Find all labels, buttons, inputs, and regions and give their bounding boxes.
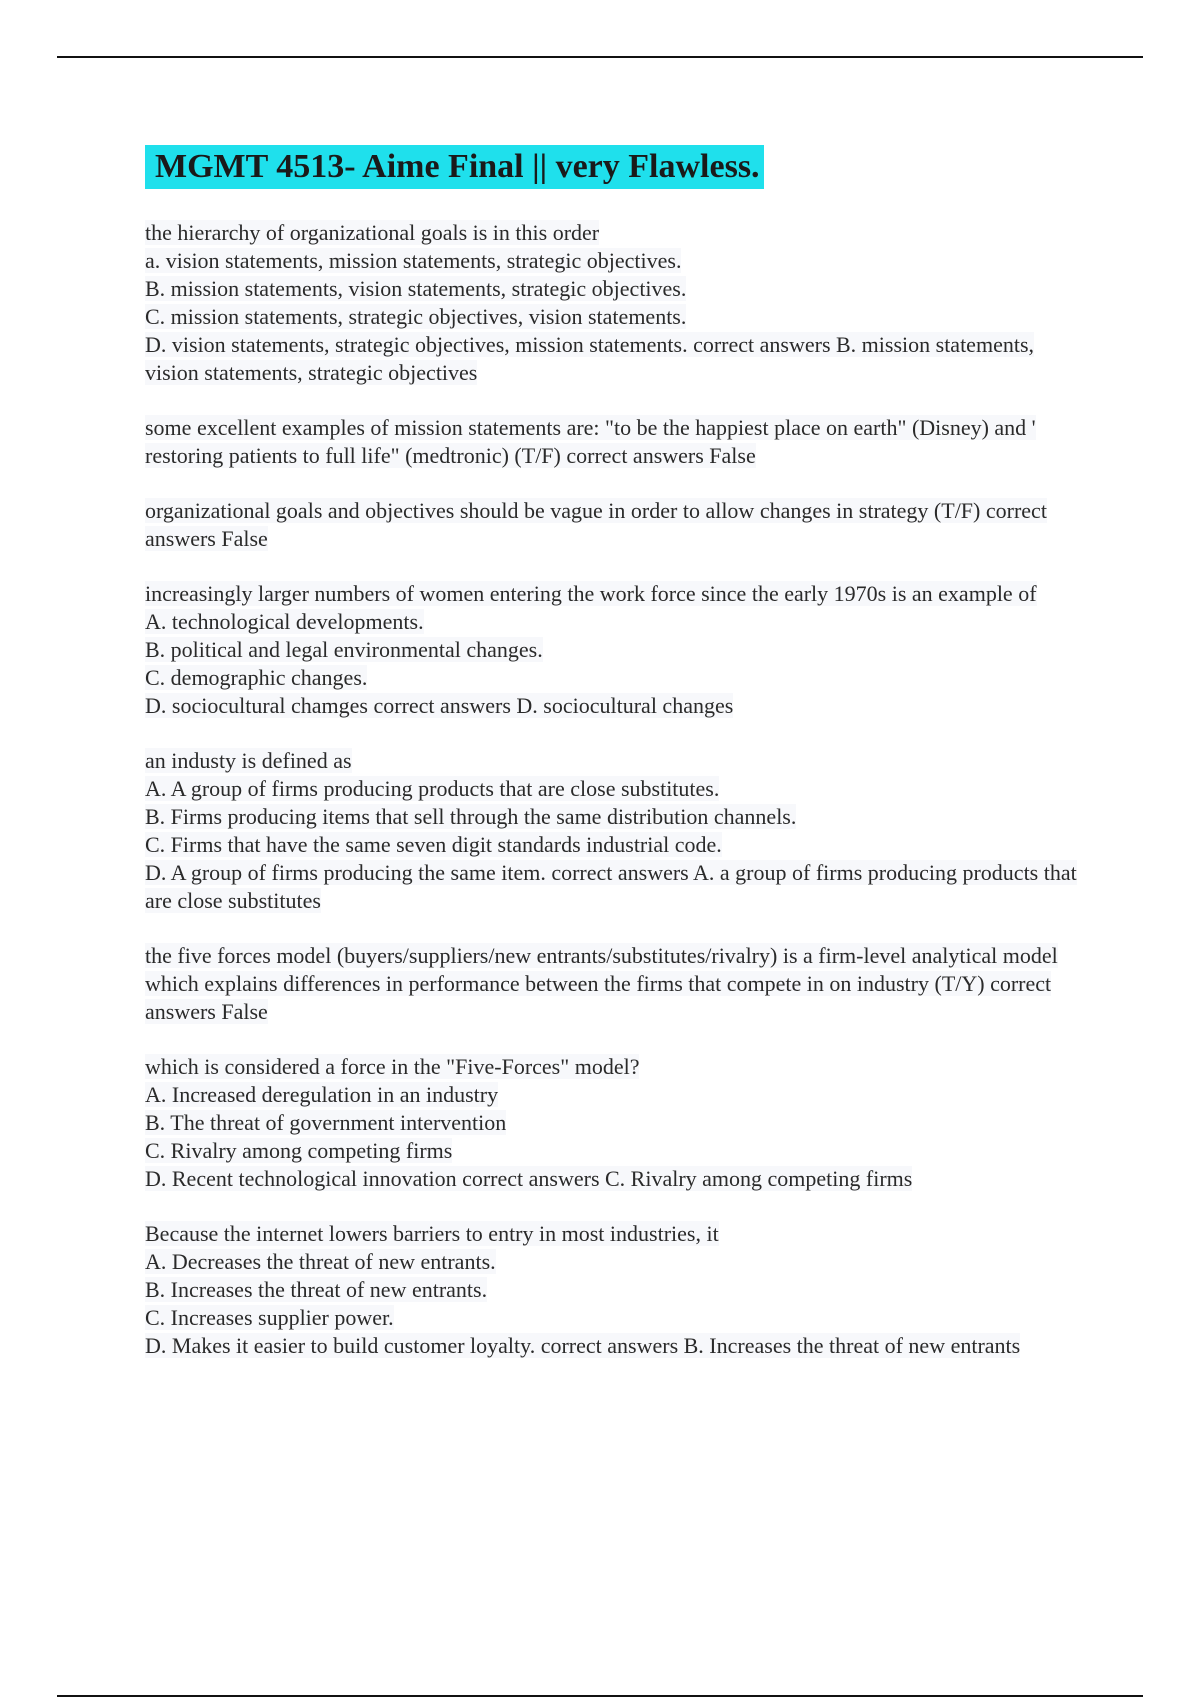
- title-wrapper: [145, 145, 1085, 189]
- answer-option: D. A group of firms producing the same item. correct answers A. a group of firms producing products that are close substitutes: [145, 860, 1077, 913]
- answer-option: D. Recent technological innovation correct answers C. Rivalry among competing firms: [145, 1166, 913, 1191]
- question-block: [145, 1220, 1085, 1360]
- answer-option: C. Rivalry among competing firms: [145, 1138, 453, 1163]
- question-block: [145, 580, 1085, 720]
- document-title: MGMT 4513- Aime Final || very Flawless.: [145, 145, 764, 189]
- question-block: [145, 747, 1085, 915]
- question-block: [145, 1053, 1085, 1193]
- answer-option: D. vision statements, strategic objectives, mission statements. correct answers B. mission statements, vision statements, strategic objectives: [145, 332, 1035, 385]
- answer-option: B. Increases the threat of new entrants.: [145, 1277, 488, 1302]
- answer-option: C. demographic changes.: [145, 665, 368, 690]
- document-body: [145, 145, 1085, 1387]
- question-line: some excellent examples of mission statements are: "to be the happiest place on earth" (Disney) and ' restoring patients to full life" (medtronic) (T/F) correct answers False: [145, 415, 1036, 468]
- answer-option: C. Firms that have the same seven digit standards industrial code.: [145, 832, 722, 857]
- question-line: the five forces model (buyers/suppliers/new entrants/substitutes/rivalry) is a firm-level analytical model which explains differences in performance between the firms that compete in on industry (T/Y) correct answers False: [145, 943, 1058, 1024]
- question-block: [145, 497, 1085, 553]
- question-block: [145, 942, 1085, 1026]
- question-line: the hierarchy of organizational goals is in this order: [145, 220, 600, 245]
- question-line: organizational goals and objectives should be vague in order to allow changes in strategy (T/F) correct answers False: [145, 498, 1047, 551]
- answer-option: D. Makes it easier to build customer loyalty. correct answers B. Increases the threat of new entrants: [145, 1333, 1021, 1358]
- question-line: Because the internet lowers barriers to entry in most industries, it: [145, 1221, 719, 1246]
- answer-option: a. vision statements, mission statements, strategic objectives.: [145, 248, 682, 273]
- answer-option: C. mission statements, strategic objectives, vision statements.: [145, 304, 687, 329]
- answer-option: A. A group of firms producing products that are close substitutes.: [145, 776, 720, 801]
- answer-option: B. The threat of government intervention: [145, 1110, 507, 1135]
- top-rule: [57, 56, 1143, 58]
- bottom-rule: [57, 1695, 1143, 1697]
- question-line: which is considered a force in the "Five-Forces" model?: [145, 1054, 640, 1079]
- answer-option: B. Firms producing items that sell through the same distribution channels.: [145, 804, 797, 829]
- answer-option: B. mission statements, vision statements, strategic objectives.: [145, 276, 687, 301]
- question-line: an industy is defined as: [145, 748, 352, 773]
- answer-option: A. Increased deregulation in an industry: [145, 1082, 499, 1107]
- question-block: [145, 219, 1085, 387]
- answer-option: A. technological developments.: [145, 609, 424, 634]
- answer-option: C. Increases supplier power.: [145, 1305, 394, 1330]
- answer-option: D. sociocultural chamges correct answers D. sociocultural changes: [145, 693, 734, 718]
- question-line: increasingly larger numbers of women entering the work force since the early 1970s is an example of: [145, 581, 1037, 606]
- question-block: [145, 414, 1085, 470]
- answer-option: B. political and legal environmental changes.: [145, 637, 543, 662]
- answer-option: A. Decreases the threat of new entrants.: [145, 1249, 496, 1274]
